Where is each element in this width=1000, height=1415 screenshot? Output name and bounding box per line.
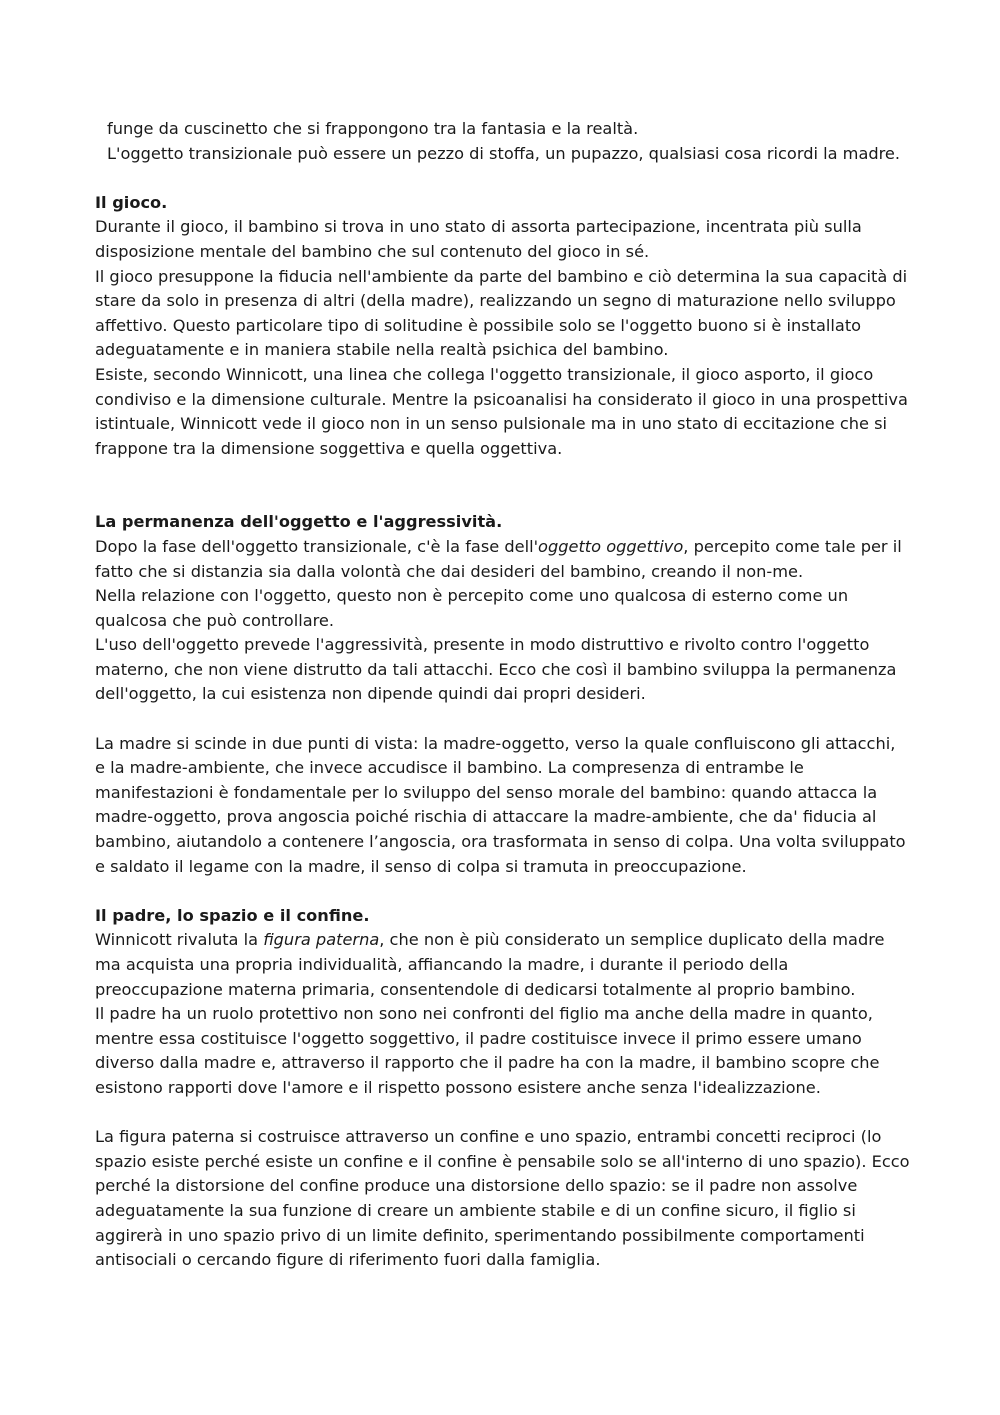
text-run: , che non è più considerato un semplice duplicato della madre ma acquista una propria individualità, affiancando la madre, i durante il periodo della preoccupazione materna primaria, consentendole di dedicarsi totalmente al proprio bambino. [95,930,885,999]
paragraph: La figura paterna si costruisce attraverso un confine e uno spazio, entrambi concetti reciproci (lo spazio esiste perché esiste un confine e il confine è pensabile solo se all'interno di uno spazio). Ecco perché la distorsione del confine produce una distorsione dello spazio: se il padre non assolve adeguatamente la sua funzione di creare un ambiente stabile e di un confine sicuro, il figlio si aggirerà in uno spazio privo di un limite definito, sperimentando possibilmente comportamenti antisociali o cercando figure di riferimento fuori dalla famiglia. [95,1127,910,1270]
paragraph: Nella relazione con l'oggetto, questo non è percepito come uno qualcosa di esterno come un qualcosa che può controllare. [95,586,849,630]
text-run: Winnicott rivaluta la [95,930,264,950]
paragraph: Durante il gioco, il bambino si trova in uno stato di assorta partecipazione, incentrata più sulla disposizione mentale del bambino che sul contenuto del gioco in sé. [95,217,862,261]
text-run: , percepito come tale per il fatto che si distanzia sia dalla volontà che dai desideri del bambino, creando il non-me. [95,536,902,581]
paragraph: L'uso dell'oggetto prevede l'aggressività, presente in modo distruttivo e rivolto contro l'oggetto materno, che non viene distrutto da tali attacchi. Ecco che così il bambino sviluppa la permanenza dell'oggetto, la cui esistenza non dipende quindi dai propri desideri. [95,635,897,704]
paragraph [95,535,910,584]
paragraph: Il padre ha un ruolo protettivo non sono nei confronti del figlio ma anche della madre in quanto, mentre essa costituisce l'oggetto soggettivo, il padre costituisce invece il primo essere umano diverso dalla madre e, attraverso il rapporto che il padre ha con la madre, il bambino scopre che esistono rapporti dove l'amore e il rispetto possono esistere anche senza l'idealizzazione. [95,1004,880,1097]
intro-line-2: L'oggetto transizionale può essere un pezzo di stoffa, un pupazzo, qualsiasi cosa ricordi la madre. [107,143,901,163]
section-heading-permanenza: La permanenza dell'oggetto e l'aggressività. [95,512,503,532]
text-run: Dopo la fase dell'oggetto transizionale, c'è la fase dell' [95,536,539,556]
document-body [95,117,910,1273]
paragraph: Il gioco presuppone la fiducia nell'ambiente da parte del bambino e ciò determina la sua capacità di stare da solo in presenza di altri (della madre), realizzando un segno di maturazione nello sviluppo affettivo. Questo particolare tipo di solitudine è possibile solo se l'oggetto buono si è installato adeguatamente e in maniera stabile nella realtà psichica del bambino. [95,266,908,360]
paragraph [95,928,910,1002]
emphasis-term: oggetto oggettivo [538,536,684,556]
spacer [95,1101,910,1126]
section-heading-padre: Il padre, lo spazio e il confine. [95,905,370,925]
spacer [95,879,910,904]
paragraph: Esiste, secondo Winnicott, una linea che collega l'oggetto transizionale, il gioco asporto, il gioco condiviso e la dimensione culturale. Mentre la psicoanalisi ha considerato il gioco in una prospettiva istintuale, Winnicott vede il gioco non in un senso pulsionale ma in uno stato di eccitazione che si frappone tra la dimensione soggettiva e quella oggettiva. [95,364,908,458]
spacer [95,461,910,510]
spacer [95,166,910,191]
emphasis-term: figura paterna [263,930,380,950]
intro-line-1: funge da cuscinetto che si frappongono tra la fantasia e la realtà. [107,119,639,138]
spacer [95,707,910,732]
section-heading-gioco: Il gioco. [95,192,168,212]
paragraph: La madre si scinde in due punti di vista: la madre-oggetto, verso la quale confluiscono gli attacchi, e la madre-ambiente, che invece accudisce il bambino. La compresenza di entrambe le manifestazioni è fondamentale per lo sviluppo del senso morale del bambino: quando attacca la madre-oggetto, prova angoscia poiché rischia di attaccare la madre-ambiente, che da' fiducia al bambino, aiutandolo a contenere l’angoscia, ora trasformata in senso di colpa. Una volta sviluppato e saldato il legame con la madre, il senso di colpa si tramuta in preoccupazione. [95,733,906,876]
